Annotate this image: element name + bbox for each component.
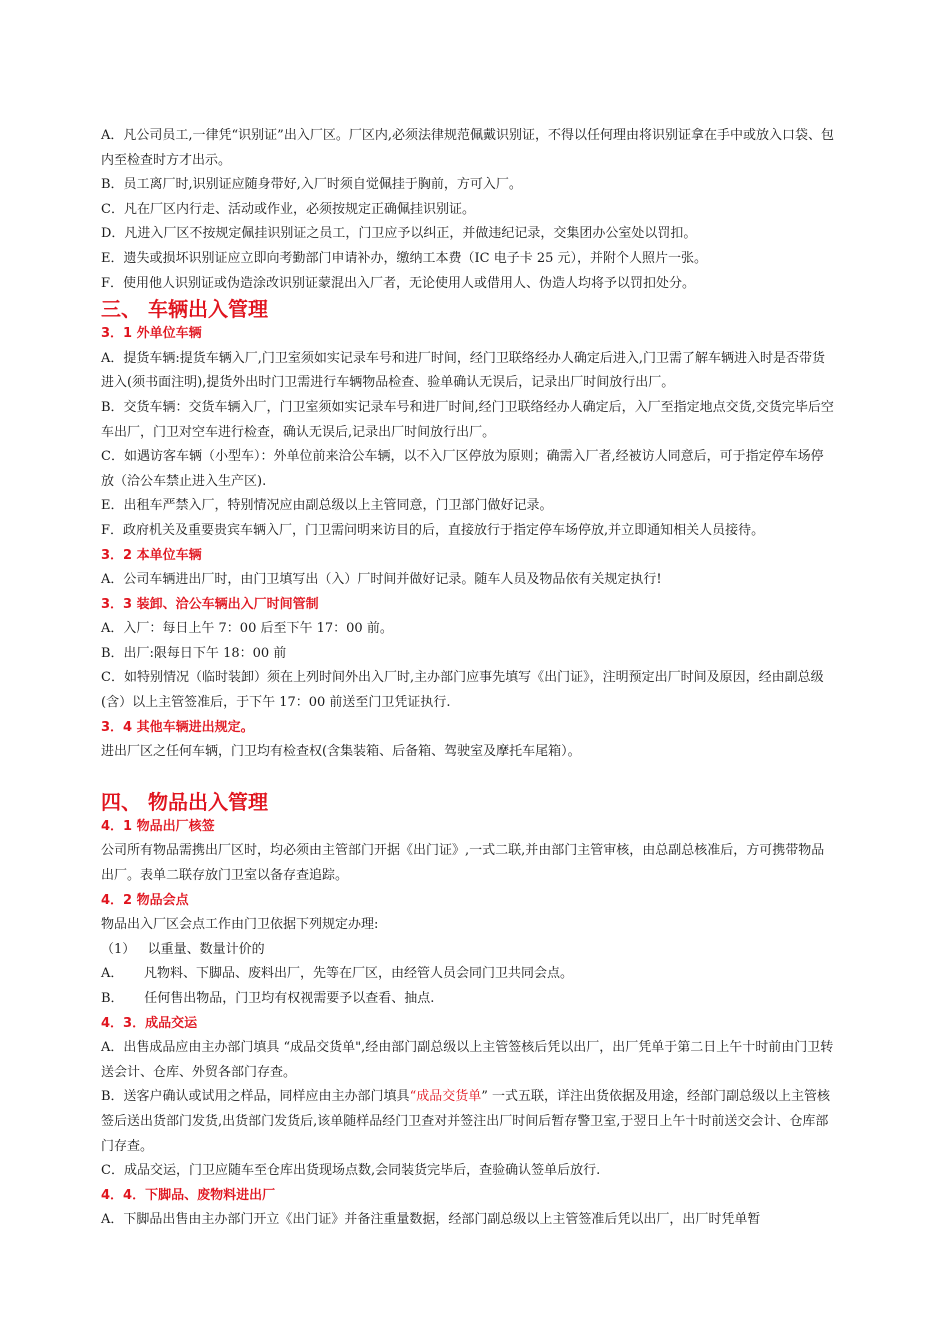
section-4-title: 四、 物品出入管理 bbox=[101, 789, 268, 814]
id-card-rule-d: D．凡进入厂区不按规定佩挂识别证之员工，门卫应予以纠正，并做违纪记录，交集团办公室处以罚扣。 bbox=[101, 226, 697, 242]
goods-rule-4-3-b bbox=[101, 1085, 835, 1159]
subsection-3-1-title: 3．1 外单位车辆 bbox=[101, 326, 202, 342]
vehicle-rule-3-2-a: A．公司车辆进出厂时，由门卫填写出（入）厂时间并做好记录。随车人员及物品依有关规定执行! bbox=[101, 572, 662, 588]
vehicle-rule-3-4: 进出厂区之任何车辆，门卫均有检查权(含集装箱、后备箱、驾驶室及摩托车尾箱）。 bbox=[101, 744, 581, 760]
goods-rule-4-2-intro: 物品出入厂区会点工作由门卫依据下列规定办理: bbox=[101, 917, 379, 933]
goods-rule-4-3-a: A．出售成品应由主办部门填具 “成品交货单",经由部门副总级以上主管签核后凭以出厂，出厂凭单于第二日上午十时前由门卫转送会计、仓库、外贸各部门存查。 bbox=[101, 1040, 834, 1080]
vehicle-rule-3-1-a: A．提货车辆:提货车辆入厂,门卫室须如实记录车号和进厂时间，经门卫联络经办人确定后进入,门卫需了解车辆进入时是否带货进入(须书面注明),提货外出时门卫需进行车辆物品检查、验单确认无误后，记录出厂时间放行出厂。 bbox=[101, 350, 826, 391]
document-page bbox=[101, 124, 835, 1233]
vehicle-rule-3-1-b: B．交货车辆：交货车辆入厂，门卫室须如实记录车号和进厂时间,经门卫联络经办人确定后，入厂至指定地点交货,交货完毕后空车出厂，门卫对空车进行检查，确认无误后,记录出厂时间放行出厂。 bbox=[101, 399, 834, 440]
goods-rule-4-2-item-1: （1） 以重量、数量计价的 bbox=[101, 941, 265, 957]
vehicle-rule-3-3-b: B．出厂:限每日下午 18：00 前 bbox=[101, 645, 287, 661]
vehicle-rule-3-3-c: C．如特别情况（临时装卸）须在上列时间外出入厂时,主办部门应事先填写《出门证》，注明预定出厂时间及原因，经由副总级(含）以上主管签准后，于下午 17：00 前送至门卫凭证执行. bbox=[101, 670, 824, 711]
subsection-4-1-title: 4．1 物品出厂核签 bbox=[101, 818, 215, 834]
vehicle-rule-3-1-f: F．政府机关及重要贵宾车辆入厂，门卫需问明来访目的后，直接放行于指定停车场停放,并立即通知相关人员接待。 bbox=[101, 522, 765, 538]
vehicle-rule-3-3-a: A．入厂：每日上午 7：00 后至下午 17：00 前。 bbox=[101, 621, 393, 637]
blank-line bbox=[101, 765, 835, 789]
subsection-4-4-title: 4．4．下脚品、废物料进出厂 bbox=[101, 1187, 276, 1203]
goods-rule-4-2-a: A． 凡物料、下脚品、废料出厂，先等在厂区，由经管人员会同门卫共同会点。 bbox=[101, 966, 574, 982]
vehicle-rule-3-1-c: C．如遇访客车辆（小型车）：外单位前来洽公车辆，以不入厂区停放为原则；确需入厂者,经被访人同意后，可于指定停车场停放（洽公车禁止进入生产区). bbox=[101, 449, 824, 489]
id-card-rule-e: E．遗失或损坏识别证应立即向考勤部门申请补办，缴纳工本费（IC 电子卡 25 元），并附个人照片一张。 bbox=[101, 250, 708, 266]
section-3-title: 三、 车辆出入管理 bbox=[101, 297, 268, 322]
subsection-3-2-title: 3．2 本单位车辆 bbox=[101, 547, 202, 563]
goods-rule-4-3-b-highlight: “成品交货单 bbox=[409, 1089, 482, 1105]
subsection-3-3-title: 3．3 装卸、洽公车辆出入厂时间管制 bbox=[101, 596, 319, 612]
id-card-rule-b: B．员工离厂时,识别证应随身带好,入厂时须自觉佩挂于胸前，方可入厂。 bbox=[101, 177, 522, 193]
subsection-4-3-title: 4．3．成品交运 bbox=[101, 1015, 198, 1031]
goods-rule-4-1: 公司所有物品需携出厂区时，均必须由主管部门开据《出门证》,一式二联,并由部门主管审核，由总副总核准后，方可携带物品出厂。表单二联存放门卫室以备存查追踪。 bbox=[101, 843, 825, 884]
id-card-rule-a: A．凡公司员工,一律凭“识别证”出入厂区。厂区内,必须法律规范佩戴识别证，不得以任何理由将识别证拿在手中或放入口袋、包内至检查时方才出示。 bbox=[101, 128, 834, 168]
goods-rule-4-3-b-pre: B．送客户确认或试用之样品，同样应由主办部门填具 bbox=[101, 1089, 410, 1105]
goods-rule-4-3-b-post: ” 一式五联，详注出货依据及用途，经部门副总级以上主管核签后送出货部门发货,出货部门发货后,该单随样品经门卫查对并签注出厂时间后暂存警卫室,于翌日上午十时前送交会计、仓库部门存查。 bbox=[101, 1089, 830, 1154]
id-card-rule-c: C．凡在厂区内行走、活动或作业，必须按规定正确佩挂识别证。 bbox=[101, 201, 475, 217]
goods-rule-4-3-c: C．成品交运，门卫应随车至仓库出货现场点数,会同装货完毕后，查验确认签单后放行. bbox=[101, 1163, 601, 1179]
goods-rule-4-2-b: B． 任何售出物品，门卫均有权视需要予以查看、抽点. bbox=[101, 991, 435, 1006]
vehicle-rule-3-1-e: E．出租车严禁入厂，特别情况应由副总级以上主管同意，门卫部门做好记录。 bbox=[101, 498, 553, 514]
id-card-rule-f: F．使用他人识别证或伪造涂改识别证蒙混出入厂者，无论使用人或借用人、伪造人均将予以罚扣处分。 bbox=[101, 275, 696, 291]
goods-rule-4-4-a: A．下脚品出售由主办部门开立《出门证》并备注重量数据，经部门副总级以上主管签准后凭以出厂，出厂时凭单暂 bbox=[101, 1212, 761, 1228]
subsection-3-4-title: 3．4 其他车辆进出规定。 bbox=[101, 719, 254, 735]
subsection-4-2-title: 4．2 物品会点 bbox=[101, 892, 189, 908]
